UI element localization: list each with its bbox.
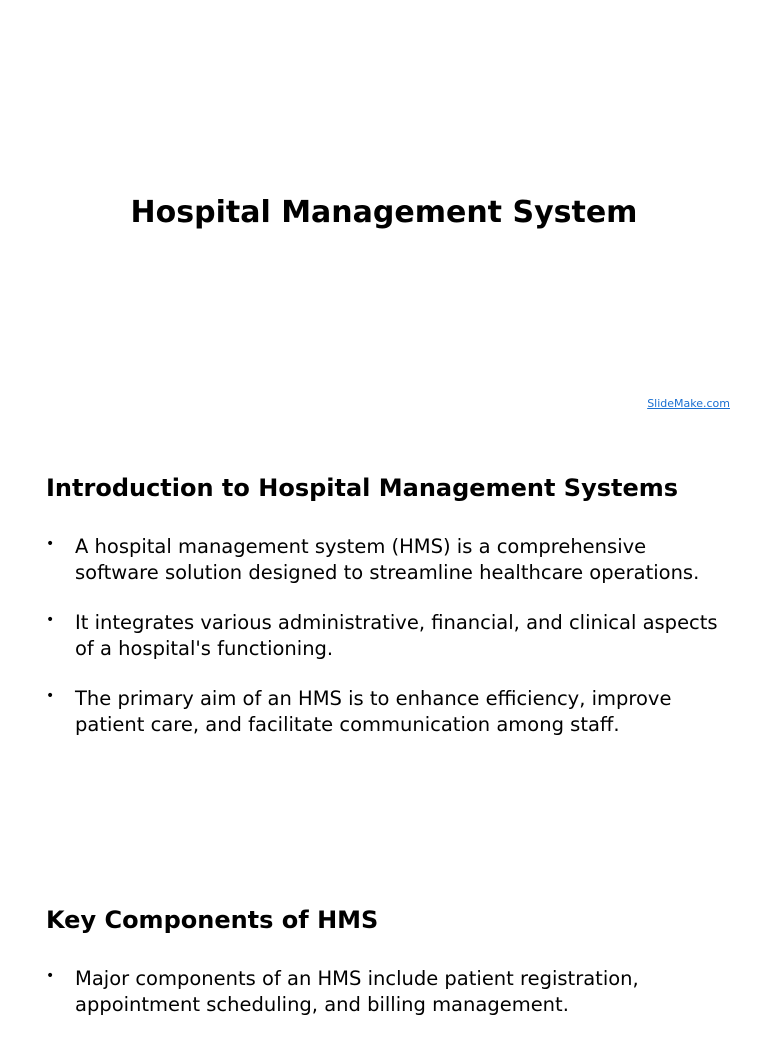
intro-bullet-item (46, 534, 726, 585)
components-bullet-item (46, 966, 726, 1017)
intro-bullet-text: The primary aim of an HMS is to enhance efficiency, improve patient care, and facilitate communication among staff. (75, 687, 672, 736)
intro-section-heading: Introduction to Hospital Management Systems (46, 474, 679, 502)
components-bullet-text: Major components of an HMS include patient registration, appointment scheduling, and billing management. (75, 967, 639, 1016)
bullet-icon: • (46, 536, 55, 552)
intro-bullet-text: It integrates various administrative, financial, and clinical aspects of a hospital's functioning. (75, 611, 718, 660)
components-section-heading: Key Components of HMS (46, 906, 379, 934)
intro-bullet-list (46, 534, 726, 762)
slidemake-link[interactable]: SlideMake.com (647, 397, 730, 410)
intro-bullet-text: A hospital management system (HMS) is a comprehensive software solution designed to streamline healthcare operations. (75, 535, 700, 584)
bullet-icon: • (46, 612, 55, 628)
intro-bullet-item (46, 610, 726, 661)
components-bullet-list (46, 966, 726, 1042)
slide-title: Hospital Management System (130, 195, 638, 230)
bullet-icon: • (46, 968, 55, 984)
bullet-icon: • (46, 688, 55, 704)
intro-bullet-item (46, 686, 726, 737)
